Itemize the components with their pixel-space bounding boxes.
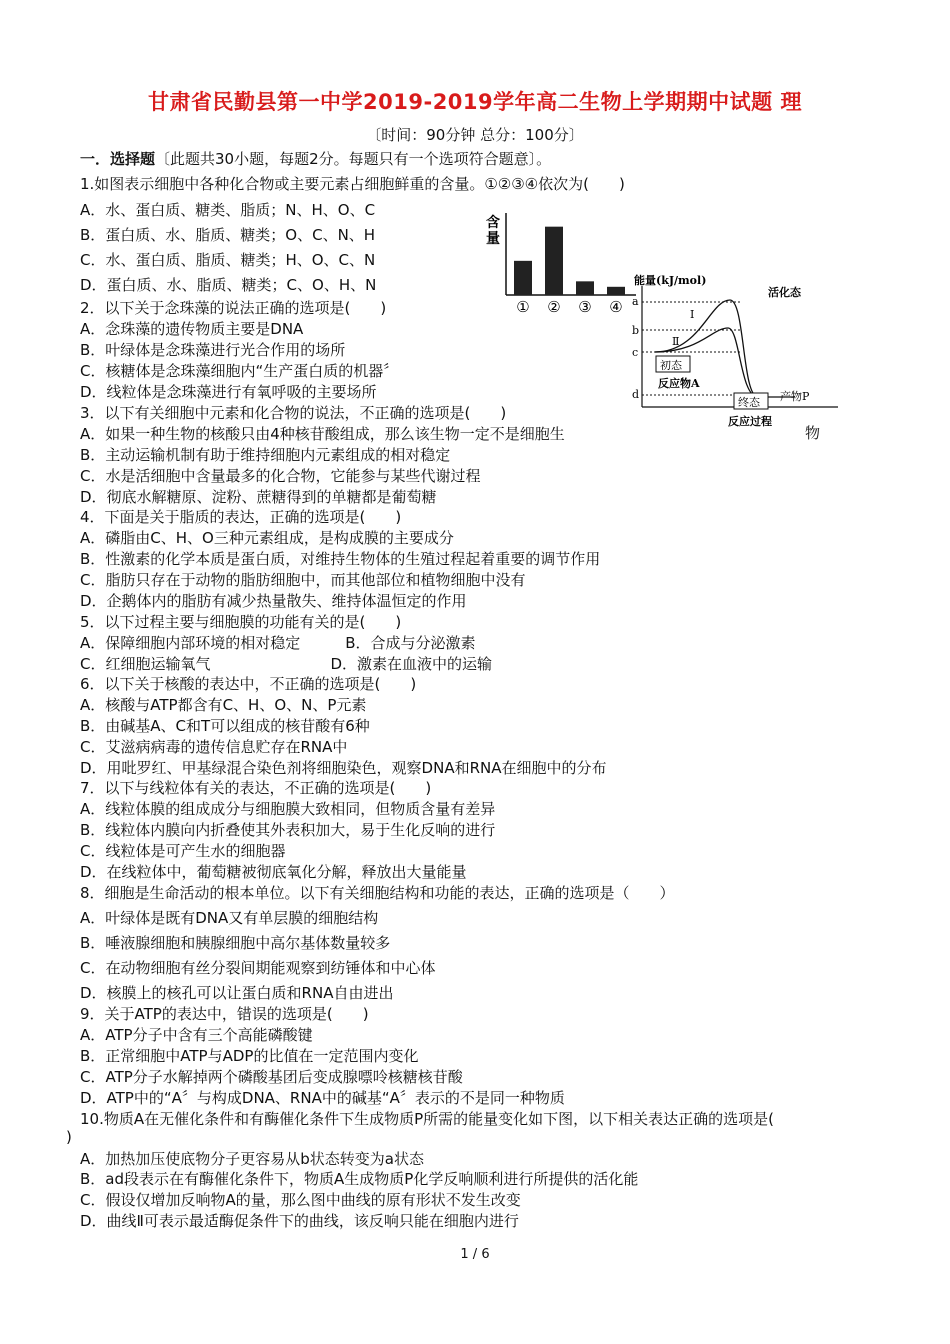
question-line: B．线粒体内膜向内折叠使其外表积加大，易于生化反响的进行 [80,821,496,839]
question-line: D．企鹅体内的脂肪有减少热量散失、维持体温恒定的作用 [80,592,467,610]
curve-2-label: Ⅱ [672,335,680,348]
wrap-char: 物 [805,424,821,442]
question-line: C．核糖体是念珠藻细胞内“生产蛋白质的机器〞 [80,362,399,380]
question-line: D．蛋白质、水、脂质、糖类；C、O、H、N [80,276,377,294]
energy-xlabel: 反应过程 [728,415,772,428]
question-line: B．正常细胞中ATP与ADP的比值在一定范围内变化 [80,1047,419,1065]
page-title: 甘肃省民勤县第一中学2019-2019学年高二生物上学期期中试题 理 [148,90,802,114]
bar [514,261,532,295]
question-line: B．叶绿体是念珠藻进行光合作用的场所 [80,341,346,359]
question-line: C．水、蛋白质、脂质、糖类；H、O、C、N [80,251,376,269]
bar-category-label: ③ [578,298,592,316]
question-line: A．磷脂由C、H、O三种元素组成，是构成膜的主要成分 [80,529,454,547]
question-line: A．线粒体膜的组成成分与细胞膜大致相同，但物质含量有差异 [80,800,496,818]
question-line: 6．以下关于核酸的表达中，不正确的选项是( ) [80,675,417,693]
question-line: B．蛋白质、水、脂质、糖类；O、C、N、H [80,226,376,244]
exam-info: 〔时间：90分钟 总分：100分〕 [366,126,584,144]
question-line: D．彻底水解糖原、淀粉、蔗糖得到的单糖都是葡萄糖 [80,488,437,506]
question-line: D．线粒体是念珠藻进行有氧呼吸的主要场所 [80,383,377,401]
question-line: C．脂肪只存在于动物的脂肪细胞中，而其他部位和植物细胞中没有 [80,571,526,589]
question-line: 5．以下过程主要与细胞膜的功能有关的是( ) [80,613,402,631]
question-line: B．性激素的化学本质是蛋白质，对维持生物体的生殖过程起着重要的调节作用 [80,550,601,568]
question-line: D．核膜上的核孔可以让蛋白质和RNA自由进出 [80,984,394,1002]
bar-category-label: ④ [609,298,623,316]
question-line: C．线粒体是可产生水的细胞器 [80,842,286,860]
tick-c: c [632,346,639,359]
question-line: A．ATP分子中含有三个高能磷酸键 [80,1026,313,1044]
section-header [80,150,551,168]
question-line: B．由碱基A、C和T可以组成的核苷酸有6种 [80,717,370,735]
question-line: 4．下面是关于脂质的表达，正确的选项是( ) [80,508,402,526]
tick-a: a [632,295,639,308]
tick-d: d [632,388,640,401]
question-line: ) [66,1128,72,1146]
curve-1-label: Ⅰ [690,308,695,321]
question-line: C．艾滋病病毒的遗传信息贮存在RNA中 [80,738,348,756]
product-label: 产物P [780,390,810,403]
activated-label: 活化态 [768,286,801,299]
question-line: 7．以下与线粒体有关的表达，不正确的选项是( ) [80,779,432,797]
bar [607,287,625,295]
question-line: A．加热加压使底物分子更容易从b状态转变为a状态 [80,1150,424,1168]
initial-label: 初态 [660,359,682,372]
question-line: C．ATP分子水解掉两个磷酸基团后变成腺嘌呤核糖核苷酸 [80,1068,463,1086]
question-line: 1.如图表示细胞中各种化合物或主要元素占细胞鲜重的含量。①②③④依次为( ) [80,175,625,193]
question-line: 10.物质A在无催化条件和有酶催化条件下生成物质P所需的能量变化如下图，以下相关表达正确的选项是( [80,1110,775,1128]
tick-b: b [632,324,640,337]
question-line: B．主动运输机制有助于维持细胞内元素组成的相对稳定 [80,446,451,464]
bar-chart [480,205,640,320]
section-desc: 〔此题共30小题，每题2分。每题只有一个选项符合题意〕。 [155,150,552,168]
energy-diagram [630,272,845,432]
question-line: A．水、蛋白质、糖类、脂质；N、H、O、C [80,201,376,219]
question-line: A．如果一种生物的核酸只由4种核苷酸组成，那么该生物一定不是细胞生 [80,425,565,443]
question-line: 2．以下关于念珠藻的说法正确的选项是( ) [80,299,387,317]
question-line: C．水是活细胞中含量最多的化合物，它能参与某些代谢过程 [80,467,481,485]
question-line: A．叶绿体是既有DNA又有单层膜的细胞结构 [80,909,379,927]
question-line: D．曲线Ⅱ可表示最适酶促条件下的曲线，该反响只能在细胞内进行 [80,1212,519,1230]
bar [576,281,594,295]
chart-ylabel-2: 量 [486,231,500,247]
question-line: D．在线粒体中，葡萄糖被彻底氧化分解，释放出大量能量 [80,863,467,881]
question-line: 9．关于ATP的表达中，错误的选项是( ) [80,1005,369,1023]
energy-ylabel: 能量(kJ/mol) [634,274,707,287]
question-line: 8．细胞是生命活动的根本单位。以下有关细胞结构和功能的表达，正确的选项是（ ） [80,884,675,902]
bar [545,227,563,295]
bar-category-label: ② [547,298,561,316]
page-number: 1 / 6 [460,1247,490,1262]
question-line: A．保障细胞内部环境的相对稳定 B．合成与分泌激素 [80,634,476,652]
bar-category-label: ① [516,298,530,316]
question-line: A．念珠藻的遗传物质主要是DNA [80,320,304,338]
question-line: B．ad段表示在有酶催化条件下，物质A生成物质P化学反响顺利进行所提供的活化能 [80,1170,639,1188]
question-line: C．红细胞运输氧气 D．激素在血液中的运输 [80,655,493,673]
question-line: A．核酸与ATP都含有C、H、O、N、P元素 [80,696,367,714]
chart-ylabel-1: 含 [486,215,500,231]
question-line: C．假设仅增加反响物A的量，那么图中曲线的原有形状不发生改变 [80,1191,521,1209]
final-label: 终态 [738,396,760,409]
question-line: C．在动物细胞有丝分裂间期能观察到纺锤体和中心体 [80,959,436,977]
section-heading: 一．选择题 [80,150,156,168]
question-line: D．用吡罗红、甲基绿混合染色剂将细胞染色，观察DNA和RNA在细胞中的分布 [80,759,607,777]
question-line: 3．以下有关细胞中元素和化合物的说法，不正确的选项是( ) [80,404,507,422]
question-line: B．唾液腺细胞和胰腺细胞中高尔基体数量较多 [80,934,391,952]
reactant-label: 反应物A [658,377,700,390]
question-line: D．ATP中的“A〞与构成DNA、RNA中的碱基“A〞表示的不是同一种物质 [80,1089,565,1107]
